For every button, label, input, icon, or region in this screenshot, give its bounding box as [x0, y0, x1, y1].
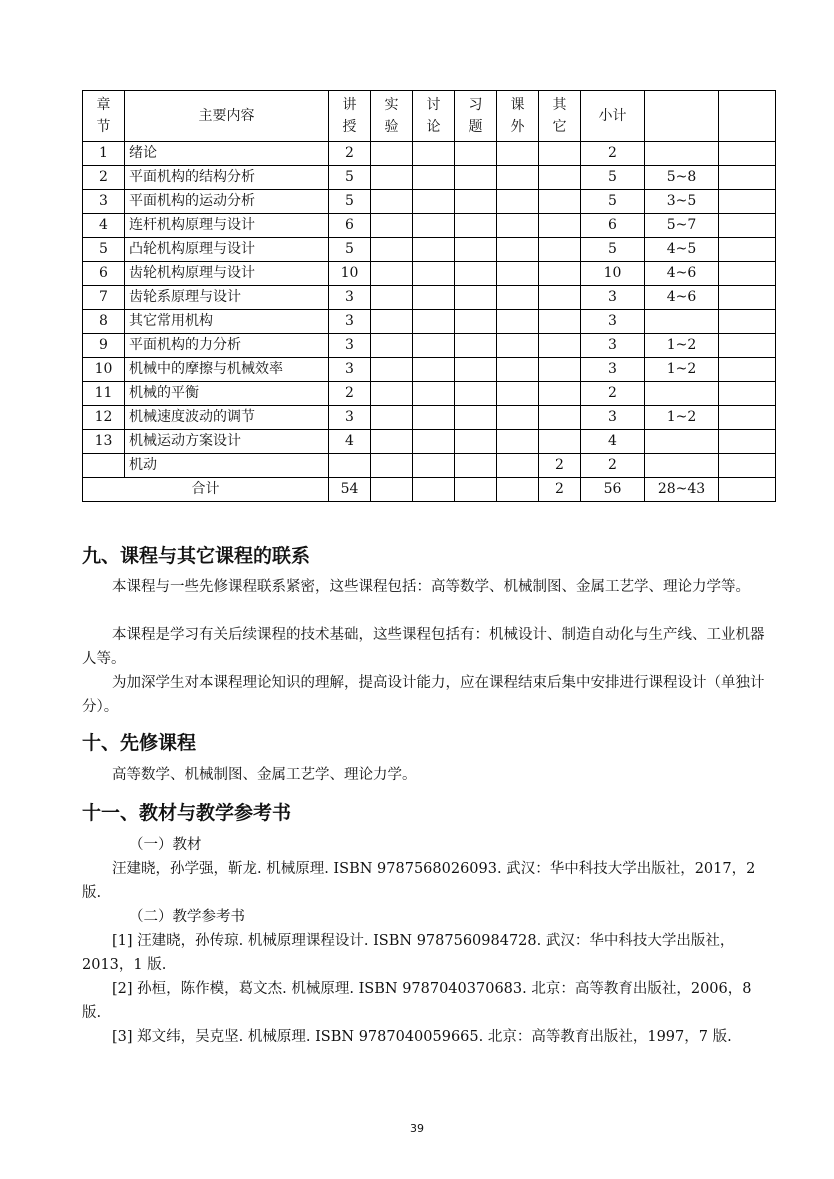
cell-subtotal: 2 — [581, 454, 645, 478]
cell-experiment — [371, 310, 413, 334]
cell-discussion — [413, 406, 455, 430]
table-row — [83, 454, 776, 478]
cell-discussion — [413, 430, 455, 454]
header-chapter: 章节 — [83, 91, 125, 142]
cell-extra1: 4~6 — [645, 262, 719, 286]
cell-discussion — [413, 142, 455, 166]
cell-extra1: 1~2 — [645, 358, 719, 382]
section10-paragraph: 高等数学、机械制图、金属工艺学、理论力学。 — [112, 767, 417, 783]
cell-content: 平面机构的运动分析 — [125, 190, 329, 214]
cell-chapter: 11 — [83, 382, 125, 406]
cell-outside — [497, 454, 539, 478]
table-header-row — [83, 91, 776, 142]
cell-extra2 — [719, 286, 776, 310]
table-total-row — [83, 478, 776, 502]
cell-other — [539, 430, 581, 454]
cell-extra1: 4~5 — [645, 238, 719, 262]
reference-2: [2] 孙桓，陈作模，葛文杰. 机械原理. ISBN 9787040370683. 北京：高等教育出版社，2006，8 版. — [82, 981, 752, 1021]
cell-chapter: 1 — [83, 142, 125, 166]
cell-lecture: 2 — [329, 142, 371, 166]
table-row — [83, 166, 776, 190]
cell-experiment — [371, 238, 413, 262]
cell-content: 齿轮系原理与设计 — [125, 286, 329, 310]
total-exercise — [455, 478, 497, 502]
cell-content: 平面机构的结构分析 — [125, 166, 329, 190]
cell-other — [539, 310, 581, 334]
cell-chapter: 8 — [83, 310, 125, 334]
cell-extra2 — [719, 262, 776, 286]
table-row — [83, 238, 776, 262]
cell-chapter: 3 — [83, 190, 125, 214]
cell-outside — [497, 262, 539, 286]
cell-experiment — [371, 406, 413, 430]
cell-content: 机械运动方案设计 — [125, 430, 329, 454]
cell-subtotal: 3 — [581, 310, 645, 334]
cell-outside — [497, 310, 539, 334]
cell-lecture: 3 — [329, 406, 371, 430]
cell-lecture: 10 — [329, 262, 371, 286]
cell-extra2 — [719, 238, 776, 262]
cell-discussion — [413, 190, 455, 214]
cell-other — [539, 142, 581, 166]
table-row — [83, 382, 776, 406]
cell-discussion — [413, 286, 455, 310]
cell-exercise — [455, 382, 497, 406]
cell-experiment — [371, 190, 413, 214]
cell-subtotal: 5 — [581, 190, 645, 214]
cell-experiment — [371, 430, 413, 454]
header-extra1 — [645, 91, 719, 142]
cell-other — [539, 286, 581, 310]
cell-discussion — [413, 214, 455, 238]
header-other: 其它 — [539, 91, 581, 142]
cell-extra2 — [719, 358, 776, 382]
cell-extra1: 5~7 — [645, 214, 719, 238]
table-row — [83, 286, 776, 310]
section9-paragraph-1: 本课程与一些先修课程联系紧密，这些课程包括：高等数学、机械制图、金属工艺学、理论力学等。 — [112, 579, 750, 595]
cell-discussion — [413, 238, 455, 262]
cell-experiment — [371, 358, 413, 382]
cell-other — [539, 406, 581, 430]
header-lecture: 讲授 — [329, 91, 371, 142]
table-row — [83, 334, 776, 358]
reference-3: [3] 郑文纬，吴克坚. 机械原理. ISBN 9787040059665. 北京：高等教育出版社，1997，7 版. — [112, 1029, 732, 1045]
cell-chapter: 13 — [83, 430, 125, 454]
cell-subtotal: 6 — [581, 214, 645, 238]
cell-subtotal: 3 — [581, 286, 645, 310]
course-hours-table — [82, 90, 776, 502]
total-other: 2 — [539, 478, 581, 502]
cell-outside — [497, 286, 539, 310]
cell-extra1 — [645, 454, 719, 478]
cell-lecture: 5 — [329, 238, 371, 262]
cell-chapter: 9 — [83, 334, 125, 358]
table-row — [83, 358, 776, 382]
reference-subheading: （二）教学参考书 — [129, 909, 245, 925]
header-outside: 课外 — [497, 91, 539, 142]
cell-extra2 — [719, 454, 776, 478]
cell-exercise — [455, 214, 497, 238]
total-discussion — [413, 478, 455, 502]
cell-subtotal: 2 — [581, 142, 645, 166]
cell-discussion — [413, 166, 455, 190]
cell-other — [539, 382, 581, 406]
cell-other: 2 — [539, 454, 581, 478]
cell-other — [539, 190, 581, 214]
cell-extra2 — [719, 142, 776, 166]
cell-chapter: 10 — [83, 358, 125, 382]
cell-chapter: 6 — [83, 262, 125, 286]
cell-lecture: 3 — [329, 286, 371, 310]
header-exercise: 习题 — [455, 91, 497, 142]
cell-discussion — [413, 358, 455, 382]
cell-outside — [497, 406, 539, 430]
page-number: 39 — [410, 1122, 424, 1135]
cell-subtotal: 3 — [581, 334, 645, 358]
cell-exercise — [455, 286, 497, 310]
section9-heading: 九、课程与其它课程的联系 — [82, 545, 311, 567]
table-row — [83, 214, 776, 238]
cell-content: 机械中的摩擦与机械效率 — [125, 358, 329, 382]
section10-heading: 十、先修课程 — [82, 732, 197, 754]
total-label: 合计 — [83, 478, 329, 502]
cell-other — [539, 262, 581, 286]
cell-experiment — [371, 262, 413, 286]
header-subtotal: 小计 — [581, 91, 645, 142]
cell-subtotal: 5 — [581, 166, 645, 190]
cell-discussion — [413, 310, 455, 334]
section9-paragraph-2: 本课程是学习有关后续课程的技术基础，这些课程包括有：机械设计、制造自动化与生产线、工业机器人等。 — [82, 627, 765, 667]
cell-lecture: 3 — [329, 310, 371, 334]
total-outside — [497, 478, 539, 502]
cell-experiment — [371, 166, 413, 190]
cell-exercise — [455, 262, 497, 286]
cell-other — [539, 214, 581, 238]
section9-paragraph-3: 为加深学生对本课程理论知识的理解，提高设计能力，应在课程结束后集中安排进行课程设计（单独计分）。 — [82, 675, 765, 715]
cell-extra2 — [719, 190, 776, 214]
cell-lecture: 6 — [329, 214, 371, 238]
cell-content: 连杆机构原理与设计 — [125, 214, 329, 238]
cell-exercise — [455, 166, 497, 190]
cell-other — [539, 166, 581, 190]
cell-exercise — [455, 334, 497, 358]
cell-extra2 — [719, 166, 776, 190]
cell-chapter: 12 — [83, 406, 125, 430]
cell-extra1: 1~2 — [645, 406, 719, 430]
cell-content: 凸轮机构原理与设计 — [125, 238, 329, 262]
textbook-entry: 汪建晓，孙学强，靳龙. 机械原理. ISBN 9787568026093. 武汉：华中科技大学出版社，2017，2 版. — [82, 861, 756, 901]
cell-subtotal: 5 — [581, 238, 645, 262]
cell-extra2 — [719, 214, 776, 238]
cell-outside — [497, 430, 539, 454]
table-row — [83, 406, 776, 430]
cell-outside — [497, 238, 539, 262]
cell-outside — [497, 334, 539, 358]
cell-lecture: 5 — [329, 190, 371, 214]
cell-content: 平面机构的力分析 — [125, 334, 329, 358]
cell-outside — [497, 358, 539, 382]
cell-outside — [497, 190, 539, 214]
cell-subtotal: 3 — [581, 406, 645, 430]
reference-1: [1] 汪建晓，孙传琼. 机械原理课程设计. ISBN 9787560984728. 武汉：华中科技大学出版社，2013，1 版. — [82, 933, 735, 973]
cell-extra2 — [719, 430, 776, 454]
section11-heading: 十一、教材与教学参考书 — [82, 802, 292, 824]
cell-extra1 — [645, 142, 719, 166]
cell-experiment — [371, 334, 413, 358]
total-subtotal: 56 — [581, 478, 645, 502]
header-content: 主要内容 — [125, 91, 329, 142]
cell-experiment — [371, 382, 413, 406]
cell-chapter: 5 — [83, 238, 125, 262]
cell-extra1: 4~6 — [645, 286, 719, 310]
cell-exercise — [455, 310, 497, 334]
cell-exercise — [455, 238, 497, 262]
table-row — [83, 142, 776, 166]
cell-outside — [497, 166, 539, 190]
header-discussion: 讨论 — [413, 91, 455, 142]
cell-outside — [497, 382, 539, 406]
cell-chapter: 4 — [83, 214, 125, 238]
cell-subtotal: 10 — [581, 262, 645, 286]
cell-lecture — [329, 454, 371, 478]
cell-discussion — [413, 382, 455, 406]
cell-content: 机动 — [125, 454, 329, 478]
total-lecture: 54 — [329, 478, 371, 502]
total-experiment — [371, 478, 413, 502]
cell-chapter: 2 — [83, 166, 125, 190]
cell-extra2 — [719, 406, 776, 430]
cell-lecture: 4 — [329, 430, 371, 454]
cell-lecture: 3 — [329, 334, 371, 358]
cell-outside — [497, 142, 539, 166]
cell-extra2 — [719, 334, 776, 358]
cell-experiment — [371, 214, 413, 238]
cell-content: 机械速度波动的调节 — [125, 406, 329, 430]
cell-extra1: 3~5 — [645, 190, 719, 214]
total-extra1: 28~43 — [645, 478, 719, 502]
cell-subtotal: 4 — [581, 430, 645, 454]
table-row — [83, 430, 776, 454]
cell-extra2 — [719, 310, 776, 334]
cell-discussion — [413, 262, 455, 286]
cell-experiment — [371, 286, 413, 310]
cell-discussion — [413, 454, 455, 478]
cell-other — [539, 358, 581, 382]
cell-outside — [497, 214, 539, 238]
header-experiment: 实验 — [371, 91, 413, 142]
cell-subtotal: 2 — [581, 382, 645, 406]
cell-content: 机械的平衡 — [125, 382, 329, 406]
cell-lecture: 5 — [329, 166, 371, 190]
cell-lecture: 3 — [329, 358, 371, 382]
cell-extra1: 1~2 — [645, 334, 719, 358]
cell-experiment — [371, 142, 413, 166]
cell-exercise — [455, 430, 497, 454]
cell-exercise — [455, 142, 497, 166]
cell-content: 绪论 — [125, 142, 329, 166]
cell-other — [539, 334, 581, 358]
header-extra2 — [719, 91, 776, 142]
cell-content: 齿轮机构原理与设计 — [125, 262, 329, 286]
cell-subtotal: 3 — [581, 358, 645, 382]
cell-exercise — [455, 190, 497, 214]
cell-experiment — [371, 454, 413, 478]
table-row — [83, 190, 776, 214]
cell-extra1 — [645, 382, 719, 406]
cell-extra1 — [645, 310, 719, 334]
cell-extra2 — [719, 382, 776, 406]
cell-chapter — [83, 454, 125, 478]
cell-lecture: 2 — [329, 382, 371, 406]
cell-extra1 — [645, 430, 719, 454]
total-extra2 — [719, 478, 776, 502]
table-row — [83, 262, 776, 286]
cell-extra1: 5~8 — [645, 166, 719, 190]
cell-exercise — [455, 406, 497, 430]
textbook-subheading: （一）教材 — [129, 837, 202, 853]
cell-other — [539, 238, 581, 262]
table-row — [83, 310, 776, 334]
cell-chapter: 7 — [83, 286, 125, 310]
cell-exercise — [455, 358, 497, 382]
cell-discussion — [413, 334, 455, 358]
cell-content: 其它常用机构 — [125, 310, 329, 334]
cell-exercise — [455, 454, 497, 478]
